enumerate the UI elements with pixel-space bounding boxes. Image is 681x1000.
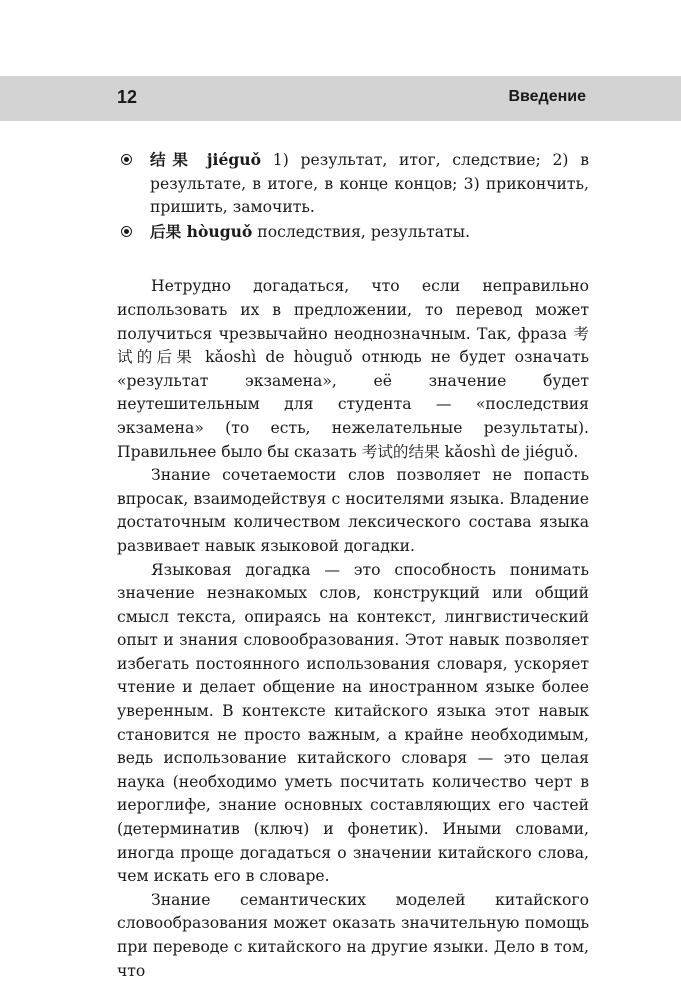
chinese-phrase: 考试的后果 <box>117 324 589 367</box>
list-item <box>117 220 589 245</box>
bullet-icon <box>121 154 132 165</box>
paragraph: Знание сочетаемости слов позволяет не попасть впросак, взаимодействуя с носителями языка. Владение достаточным количеством лексического состава языка развивает навык языковой догадки. <box>117 466 589 555</box>
vocabulary-list <box>117 148 589 244</box>
bullet-icon <box>121 226 132 237</box>
vocabulary-term: 后果 hòuguǒ <box>150 221 253 241</box>
running-header <box>0 76 681 121</box>
chinese-phrase: 考试的结果 <box>361 442 440 461</box>
paragraph: Знание семантических моделей китайского словообразования может оказать значительную помощь при переводе с китайского на другие языки. Дело в том, что <box>117 890 589 980</box>
paragraph-text: kǎoshì de jiéguǒ. <box>439 442 579 461</box>
vocabulary-definition: 1) результат, итог, следствие; 2) в результате, в итоге, в конце концов; 3) прикончить, пришить, замочить. <box>150 151 590 217</box>
vocabulary-definition: последствия, результаты. <box>252 222 471 241</box>
page-body <box>117 148 589 983</box>
paragraph-text: Нетрудно догадаться, что если неправильно использовать их в предложении, то перевод может получиться чрезвычайно неоднозначным. Так, фраза <box>117 277 589 343</box>
page-number: 12 <box>117 87 138 107</box>
vocabulary-term: 结果 jiéguǒ <box>150 150 262 169</box>
list-item <box>117 148 589 220</box>
paragraph: Языковая догадка — это способность понимать значение незнакомых слов, конструкций или общий смысл текста, опираясь на контекст, лингвистический опыт и знания словообразования. Этот навык позволяет избегать постоянного использования словаря, ускоряет чтение и делает общение на иностранном языке более уверенным. В контексте китайского языка этот навык становится не просто важным, а крайне необходимым, ведь использование китайского словаря — это целая наука (необходимо уметь посчитать количество черт в иероглифе, знание основных составляющих его частей (детерминатив (ключ) и фонетик). Иными словами, иногда проще догадаться о значении китайского слова, чем искать его в словаре. <box>117 560 589 886</box>
paragraph-text: kǎoshì de hòuguǒ отнюдь не будет означать «результат экзамена», её значение будет неутешительным для студента — «последствия экзамена» (то есть, нежелательные результаты). Правильнее было бы сказать <box>117 348 589 461</box>
paragraph <box>117 275 589 464</box>
section-title: Введение <box>508 88 586 105</box>
